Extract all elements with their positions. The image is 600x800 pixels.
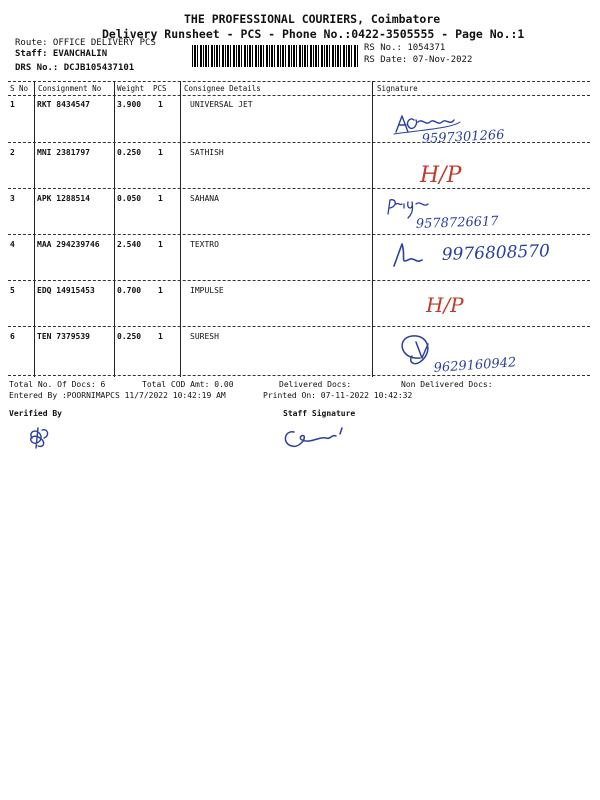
row-pcs: 1: [158, 194, 163, 203]
row-pcs: 1: [158, 286, 163, 295]
svg-text:9976808570: 9976808570: [441, 241, 551, 265]
header-bottom-rule: [8, 95, 590, 96]
rs-date: RS Date: 07-Nov-2022: [364, 55, 473, 65]
staff-signature: [280, 424, 350, 454]
runsheet-title: Delivery Runsheet - PCS - Phone No.:0422-3505555 - Page No.:1: [102, 27, 525, 41]
row-weight: 2.540: [117, 240, 142, 249]
non-delivered-docs: Non Delivered Docs:: [401, 380, 493, 389]
route-label: Route: OFFICE DELIVERY PCS: [15, 38, 156, 48]
row-consignee: TEXTRO: [190, 240, 219, 249]
signature-row-4: [392, 236, 592, 276]
row-consignee: SURESH: [190, 332, 219, 341]
row-pcs: 1: [158, 100, 163, 109]
col-header-sno: S No: [10, 84, 29, 93]
total-cod: Total COD Amt: 0.00: [142, 380, 234, 389]
row-consignment: APK 1288514: [37, 194, 90, 203]
svg-text:9578726617: 9578726617: [415, 214, 499, 232]
rs-number: RS No.: 1054371: [364, 43, 446, 53]
staff-label: Staff: EVANCHALIN: [15, 49, 108, 59]
signature-row-3: [384, 196, 534, 236]
drs-number: DRS No.: DCJB105437101: [15, 63, 135, 73]
delivered-docs: Delivered Docs:: [279, 380, 352, 389]
row-sno: 3: [10, 194, 15, 203]
verifier-signature: [26, 424, 56, 454]
column-separator: [180, 81, 181, 377]
col-header-weight: Weight: [117, 84, 145, 93]
row-consignment: MNI 2381797: [37, 148, 90, 157]
signature-row-2: [418, 158, 478, 188]
row-sno: 6: [10, 332, 15, 341]
row-sno: 1: [10, 100, 15, 109]
row-sno: 2: [10, 148, 15, 157]
entered-by: Entered By :POORNIMAPCS 11/7/2022 10:42:19 AM: [9, 391, 226, 400]
verified-by-label: Verified By: [9, 409, 62, 418]
row-weight: 3.900: [117, 100, 142, 109]
signature-row-5: [424, 290, 484, 320]
svg-text:9597301266: 9597301266: [421, 127, 505, 147]
row-consignment: MAA 294239746: [37, 240, 100, 249]
row-consignee: SATHISH: [190, 148, 224, 157]
row-rule: [8, 326, 590, 327]
total-docs: Total No. Of Docs: 6: [9, 380, 106, 389]
row-weight: 0.250: [117, 148, 142, 157]
company-name: THE PROFESSIONAL COURIERS, Coimbatore: [184, 12, 441, 26]
signature-row-1: [392, 110, 542, 150]
row-consignee: IMPULSE: [190, 286, 224, 295]
staff-signature-label: Staff Signature: [283, 409, 356, 418]
row-weight: 0.250: [117, 332, 142, 341]
row-rule: [8, 280, 590, 281]
col-header-consignment: Consignment No: [38, 84, 102, 93]
svg-text:H/P: H/P: [426, 293, 464, 317]
column-separator: [34, 81, 35, 377]
row-consignment: TEN 7379539: [37, 332, 90, 341]
row-pcs: 1: [158, 240, 163, 249]
row-sno: 5: [10, 286, 15, 295]
barcode: [192, 45, 358, 67]
row-sno: 4: [10, 240, 15, 249]
signature-row-6: [394, 332, 564, 377]
row-pcs: 1: [158, 332, 163, 341]
row-consignee: SAHANA: [190, 194, 219, 203]
col-header-signature: Signature: [377, 84, 418, 93]
row-weight: 0.050: [117, 194, 142, 203]
row-rule: [8, 188, 590, 189]
col-header-pcs: PCS: [153, 84, 167, 93]
row-consignment: EDQ 14915453: [37, 286, 95, 295]
row-consignee: UNIVERSAL JET: [190, 100, 253, 109]
column-separator: [114, 81, 115, 377]
row-pcs: 1: [158, 148, 163, 157]
col-header-consignee: Consignee Details: [184, 84, 261, 93]
printed-on: Printed On: 07-11-2022 10:42:32: [263, 391, 413, 400]
svg-text:9629160942: 9629160942: [433, 355, 517, 376]
column-separator: [372, 81, 373, 377]
svg-text:H/P: H/P: [420, 163, 462, 188]
row-weight: 0.700: [117, 286, 142, 295]
row-consignment: RKT 8434547: [37, 100, 90, 109]
table-top-rule: [8, 81, 590, 82]
